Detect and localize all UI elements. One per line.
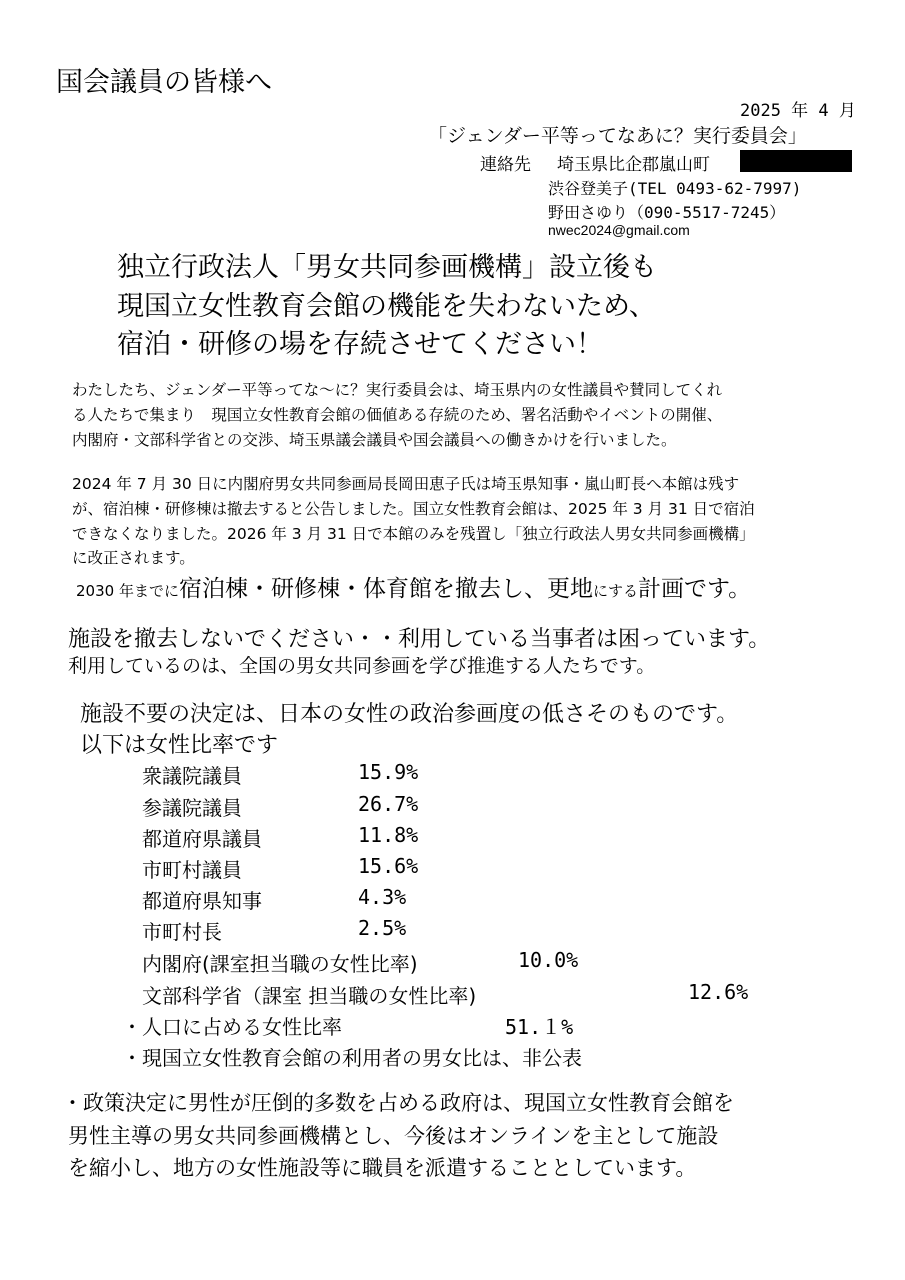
redaction-block	[740, 150, 852, 172]
headline-line-2: 現国立女性教育会館の機能を失わないため、	[117, 291, 656, 322]
plan-part-4: 計画です。	[637, 576, 752, 602]
bullet-population-value: 51.１%	[505, 1015, 574, 1039]
announcement-line-1: 2024 年 7 月 30 日に内閣府男女共同参画局長岡田恵子氏は埼玉県知事・嵐山町長へ本館は残す	[72, 475, 740, 493]
stat-value-shugiin: 15.9%	[358, 760, 419, 784]
organization-name: 「ジェンダー平等ってなあに？実行委員会」	[428, 125, 807, 147]
plan-part-1: 2030 年までに	[76, 582, 179, 600]
announcement-line-4: に改正されます。	[72, 549, 195, 567]
announcement-line-3: できなくなりました。2026 年 3 月 31 日で本館のみを残置し「独立行政法人男女共同参画機構」	[72, 525, 755, 543]
conclusion-line-1: ・政策決定に男性が圧倒的多数を占める政府は、現国立女性教育会館を	[62, 1091, 734, 1115]
contact-person-1: 渋谷登美子(TEL 0493-62-7997)	[548, 179, 802, 198]
intro-line-2: る人たちで集まり 現国立女性教育会館の価値ある存続のため、署名活動やイベントの開催、	[72, 406, 723, 424]
stat-value-municipal: 15.6%	[358, 854, 419, 878]
stat-value-mayor: 2.5%	[358, 916, 407, 940]
stats-intro-line-1: 施設不要の決定は、日本の女性の政治参画度の低さそのものです。	[80, 702, 739, 727]
conclusion-line-3: を縮小し、地方の女性施設等に職員を派遣することとしています。	[68, 1156, 697, 1180]
stat-label-mayor: 市町村長	[142, 920, 222, 944]
plan-line	[76, 570, 751, 603]
plea-line-1: 施設を撤去しないでください・・利用している当事者は困っています。	[68, 627, 771, 652]
stats-intro-line-2: 以下は女性比率です	[80, 733, 279, 758]
contact-label: 連絡先	[480, 155, 531, 175]
plan-part-3: にする	[592, 582, 638, 600]
contact-address: 埼玉県比企郡嵐山町	[557, 155, 710, 175]
bullet-user-ratio: ・現国立女性教育会館の利用者の男女比は、非公表	[122, 1046, 582, 1070]
plea-line-2: 利用しているのは、全国の男女共同参画を学び推進する人たちです。	[68, 655, 656, 677]
date: 2025 年 4 月	[740, 101, 856, 121]
conclusion-line-2: 男性主導の男女共同参画機構とし、今後はオンラインを主として施設	[68, 1124, 719, 1148]
announcement-line-2: が、宿泊棟・研修棟は撤去すると公告しました。国立女性教育会館は、2025 年 3 月 31 日で宿泊	[72, 500, 755, 518]
stat-label-shugiin: 衆議院議員	[142, 764, 242, 788]
stat-label-municipal: 市町村議員	[142, 858, 242, 882]
stat-label-governor: 都道府県知事	[142, 889, 262, 913]
plan-part-2: 宿泊棟・研修棟・体育館を撤去し、更地	[178, 576, 593, 602]
headline-line-3: 宿泊・研修の場を存続させてください！	[117, 329, 603, 360]
stat-value-governor: 4.3%	[358, 885, 407, 909]
stat-label-sangiin: 参議院議員	[142, 796, 242, 820]
stat-value-prefectural: 11.8%	[358, 823, 419, 847]
stat-value-mext: 12.6%	[688, 980, 749, 1004]
contact-email: nwec2024@gmail.com	[548, 222, 690, 238]
intro-line-3: 内閣府・文部科学省との交渉、埼玉県議会議員や国会議員への働きかけを行いました。	[72, 431, 677, 449]
bullet-population-label: ・人口に占める女性比率	[122, 1015, 342, 1039]
stat-label-prefectural: 都道府県議員	[142, 827, 262, 851]
contact-person-2: 野田さゆり（090-5517-7245）	[548, 203, 786, 222]
headline-line-1: 独立行政法人「男女共同参画機構」設立後も	[117, 252, 657, 283]
stat-label-mext: 文部科学省（課室 担当職の女性比率)	[142, 984, 477, 1008]
stat-value-sangiin: 26.7%	[358, 792, 419, 816]
stat-value-cabinet-office: 10.0%	[518, 948, 579, 972]
stat-label-cabinet-office: 内閣府(課室担当職の女性比率)	[142, 952, 418, 976]
intro-line-1: わたしたち、ジェンダー平等ってな〜に？実行委員会は、埼玉県内の女性議員や賛同してくれ	[72, 381, 723, 399]
addressee: 国会議員の皆様へ	[56, 67, 272, 98]
